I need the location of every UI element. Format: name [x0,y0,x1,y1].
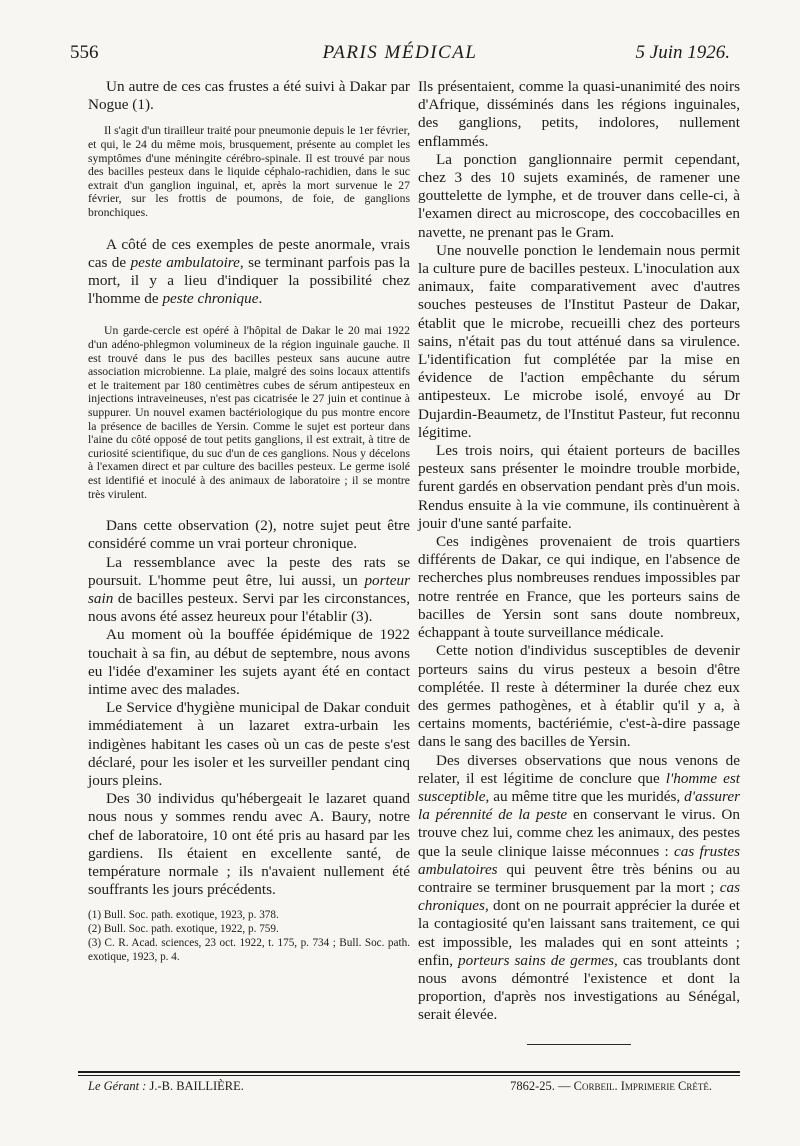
left-column [88,78,410,965]
paragraph: Ces indigènes provenaient de trois quartiers différents de Dakar, ce qui indique, en l'absence de recherches plus nombreuses rendues impossibles par notre rentrée en France, que les porteurs sains de bacilles de Yersin sont sans doute nombreux, échappant à toute surveillance médicale. [418,533,740,642]
paragraph: A côté de ces exemples de peste anormale, vrais cas de peste ambulatoire, se terminant parfois pas la mort, il y a lieu d'indiquer la possibilité chez l'homme de peste chronique. [88,235,411,308]
footnote-2: (2) Bull. Soc. path. exotique, 1922, p. 759. [88,923,279,936]
paragraph: Cette notion d'individus susceptibles de devenir porteurs sains du virus pesteux a besoin d'être complétée. Il reste à déterminer la durée chez eux des germes pathogènes, et à établir qu'il y a, à certains moments, bactériémie, c'est-à-dire passage dans le sang des bacilles de Yersin. [418,642,740,751]
page-footer [88,1079,712,1101]
paragraph: Des 30 individus qu'hébergeait le lazaret quand nous nous y sommes rendu avec A. Baury, notre chef de laboratoire, 10 ont été pris au hasard par les gardiens. Ils étaient en excellente santé, de température normale ; ils n'avaient nullement été souffrants les jours précédents. [88,790,410,899]
right-column [418,78,740,1025]
paragraph: Ils présentaient, comme la quasi-unanimité des noirs d'Afrique, disséminés dans les régions inguinales, des ganglions, petits, indolores, nullement enflammés. [418,78,740,150]
footnote-1: (1) Bull. Soc. path. exotique, 1923, p. 378. [88,909,279,922]
footnotes [88,909,410,964]
paragraph: Dans cette observation (2), notre sujet peut être considéré comme un vrai porteur chronique. [88,517,410,553]
paragraph: Une nouvelle ponction le lendemain nous permit la culture pure de bacilles pesteux. L'inoculation aux animaux, faite comparativement avec d'autres souches pesteuses de l'Institut Pasteur de Dakar, établit que le microbe, recueilli chez des porteurs sains, n'était pas du tout atténué dans sa virulence. L'identification fut complétée par la mise en évidence de l'action empêchante du sérum antipesteux. Le microbe isolé, envoyé au Dr Dujardin-Beaumetz, de l'Institut Pasteur, fut reconnu légitime. [418,241,740,441]
paragraph: Un autre de ces cas frustes a été suivi à Dakar par Nogue (1). [88,78,410,114]
journal-title: PARIS MÉDICAL [322,42,478,63]
paragraph: La ponction ganglionnaire permit cependant, chez 3 des 10 sujets examinés, de ramener une gouttelette de lymphe, et de trouver dans celle-ci, à l'examen direct au microscope, des coccobacilles en navette, ne prenant pas le Gram. [418,150,740,241]
printer-imprint: 7862-25. — Corbeil. Imprimerie Crété. [510,1079,712,1093]
page-number: 556 [70,42,99,63]
footer-rule-thick [78,1071,740,1073]
case-report-1: Il s'agit d'un tirailleur traité pour pneumonie depuis le 1er février, et qui, le 24 du même mois, brusquement, présente au complet les symptômes d'une méningite cérébro-spinale. Il est trouvé par nous des bacilles pesteux dans le liquide céphalo-rachidien, dans le suc extrait d'un ganglion inguinal, et, après la mort survenue le 27 février, sur les frottis de poumons, de foie, de ganglions bronchiques. [88,124,410,219]
paragraph: Le Service d'hygiène municipal de Dakar conduit immédiatement à un lazaret extra-urbain les indigènes habitant les cases où un cas de peste s'est déclaré, pour les isoler et les surveiller pendant cinq jours pleins. [88,699,410,789]
issue-date: 5 Juin 1926. [635,42,730,63]
page-header [70,42,730,72]
conclusion-paragraph: Des diverses observations que nous venons de relater, il est légitime de conclure que l'homme est susceptible, au même titre que les muridés, d'assurer la pérennité de la peste en conservant le virus. On trouve chez lui, comme chez les animaux, des pestes que la seule clinique laisse méconnues : cas frustes ambulatoires qui peuvent être très bénins ou au contraire se terminer brusquement par la mort ; cas chroniques, dont on ne pourrait apprécier la durée et la contagiosité qu'en laissant sans traitement, ce qui est impossible, les malades qui en sont atteints ; enfin, porteurs sains de germes, cas troublants dont nous avons démontré l'existence et dont la proportion, d'après nos investigations au Sénégal, serait élevée. [418,751,740,1024]
paragraph: La ressemblance avec la peste des rats se poursuit. L'homme peut être, lui aussi, un porteur sain de bacilles pesteux. Servi par les circonstances, nous avons été assez heureux pour l'établir (3). [88,553,410,626]
paragraph: Au moment où la bouffée épidémique de 1922 touchait à sa fin, au début de septembre, nous avons eu l'idée d'examiner les sujets ayant été en contact intime avec des malades. [88,626,410,698]
case-report-2: Un garde-cercle est opéré à l'hôpital de Dakar le 20 mai 1922 d'un adéno-phlegmon volumineux de la région inguinale gauche. Il est trouvé dans le pus des bacilles pesteux sans aucune autre association microbienne. La plaie, malgré des soins locaux attentifs et le traitement par 180 centimètres cubes de sérum antipesteux en injections intraveineuses, n'est pas cicatrisée le 27 juin et continue à suppurer. Un nouvel examen bactériologique du pus montre encore la présence de bacilles de Yersin. Comme le sujet est porteur dans l'aine du côté opposé de tout petits ganglions, il est extrait, à titre de curiosité scientifique, du suc d'un de ces ganglions. Nous y décelons à l'examen direct et par culture des bacilles pesteux. Le germe isolé est identifié et inoculé à des animaux de laboratoire ; il se montre très virulent. [88,324,410,501]
footer-rule-thin [78,1075,740,1076]
paragraph: Les trois noirs, qui étaient porteurs de bacilles pesteux sans présenter le moindre trouble morbide, furent gardés en observation pendant près d'un mois. Rendus ensuite à la vie commune, ils continuèrent à jouir d'une santé parfaite. [418,442,740,532]
gerant-credit: Le Gérant : J.-B. BAILLIÈRE. [88,1079,244,1093]
end-rule [527,1044,631,1045]
footnote-3: (3) C. R. Acad. sciences, 23 oct. 1922, t. 175, p. 734 ; Bull. Soc. path. exotique, 1923, p. 4. [88,936,410,963]
